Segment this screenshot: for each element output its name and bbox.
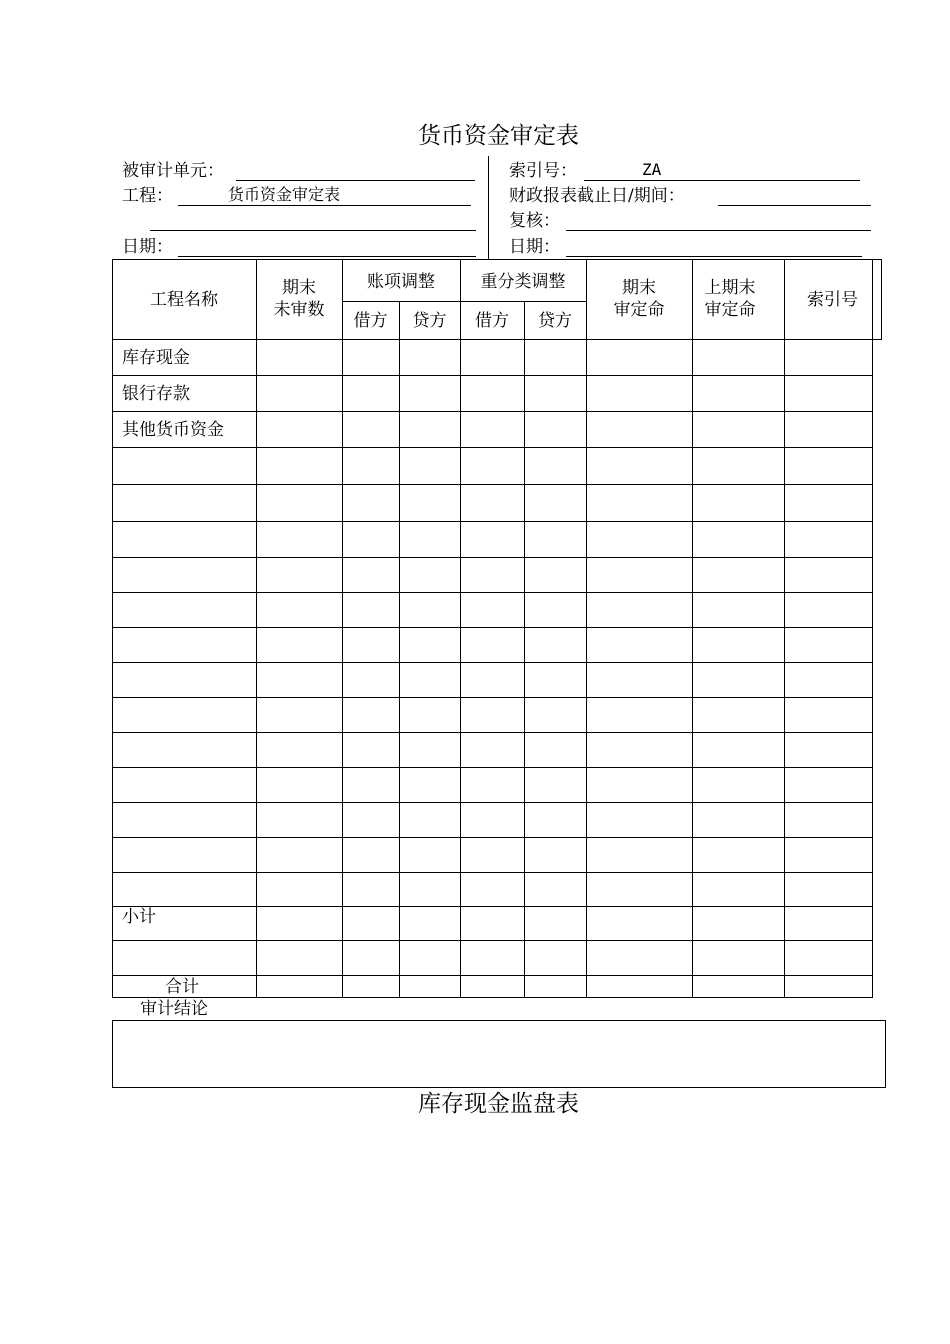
column-line xyxy=(399,339,400,998)
project-value: 货币资金审定表 xyxy=(228,185,341,204)
second-title: 库存现金监盘表 xyxy=(418,1091,579,1117)
account-debit-header: 借方 xyxy=(353,311,388,331)
conclusion-box[interactable] xyxy=(112,1020,886,1088)
date-label-right: 日期： xyxy=(509,237,560,257)
date-field-left[interactable] xyxy=(178,236,476,257)
column-line xyxy=(460,259,461,998)
date-label-left: 日期： xyxy=(122,237,173,257)
row-line xyxy=(112,447,873,448)
index-label: 索引号： xyxy=(509,161,577,181)
row-line xyxy=(112,940,873,941)
row-label-other: 其他货币资金 xyxy=(122,420,224,440)
table-top-border xyxy=(112,259,882,260)
col-prev-header-1: 上期末 xyxy=(704,278,756,298)
row-line xyxy=(112,906,873,907)
col-account-adj-header: 账项调整 xyxy=(367,272,435,292)
column-line xyxy=(112,259,113,998)
row-label-cash: 库存现金 xyxy=(122,348,190,368)
row-line xyxy=(112,592,873,593)
row-line xyxy=(112,557,873,558)
index-field[interactable] xyxy=(584,160,860,181)
row-line xyxy=(112,732,873,733)
row-line xyxy=(112,837,873,838)
table-header-right-border xyxy=(881,259,882,340)
column-line xyxy=(692,259,693,998)
reclass-debit-header: 借方 xyxy=(475,311,509,331)
conclusion-label: 审计结论 xyxy=(140,999,208,1019)
row-line xyxy=(112,997,873,998)
audited-unit-field[interactable] xyxy=(236,160,475,181)
reclass-credit-header: 贷方 xyxy=(538,311,572,331)
row-line xyxy=(112,521,873,522)
column-line xyxy=(586,259,587,998)
column-line xyxy=(872,259,873,998)
table-header-bottom-border xyxy=(112,339,882,340)
column-line xyxy=(342,259,343,998)
index-value: ZA xyxy=(642,160,662,179)
row-label-bank: 银行存款 xyxy=(122,384,190,404)
period-label: 财政报表截止日/期间： xyxy=(509,186,685,206)
review-label: 复核： xyxy=(509,211,560,231)
row-line xyxy=(112,802,873,803)
row-label-subtotal: 小计 xyxy=(122,907,156,927)
row-line xyxy=(112,767,873,768)
project-field[interactable] xyxy=(178,185,471,206)
account-credit-header: 贷方 xyxy=(412,311,447,331)
row-label-total: 合计 xyxy=(165,977,199,997)
row-line xyxy=(112,411,873,412)
col-prev-header-2: 审定命 xyxy=(704,300,756,320)
adjust-subheader-line xyxy=(342,301,586,302)
row-line xyxy=(112,627,873,628)
column-line xyxy=(784,259,785,998)
row-line xyxy=(112,662,873,663)
col-unaudited-header-1: 期末 xyxy=(282,278,316,298)
col-unaudited-header-2: 未审数 xyxy=(273,300,325,320)
audited-unit-label: 被审计单元： xyxy=(122,161,224,181)
row-line xyxy=(112,375,873,376)
column-line xyxy=(256,259,257,998)
col-audited-header-1: 期末 xyxy=(622,278,656,298)
header-divider xyxy=(488,156,489,260)
row-line xyxy=(112,975,873,976)
col-project-header: 工程名称 xyxy=(150,290,218,310)
project-field-line2[interactable] xyxy=(150,210,476,231)
period-field[interactable] xyxy=(718,185,871,206)
review-field[interactable] xyxy=(566,210,871,231)
column-line xyxy=(524,339,525,998)
col-index-header: 索引号 xyxy=(807,290,858,310)
col-reclass-adj-header: 重分类调整 xyxy=(480,272,566,292)
row-line xyxy=(112,872,873,873)
col-audited-header-2: 审定命 xyxy=(613,300,665,320)
page-title: 货币资金审定表 xyxy=(418,123,579,149)
date-field-right[interactable] xyxy=(566,236,862,257)
row-line xyxy=(112,484,873,485)
project-label: 工程： xyxy=(122,186,173,206)
row-line xyxy=(112,697,873,698)
